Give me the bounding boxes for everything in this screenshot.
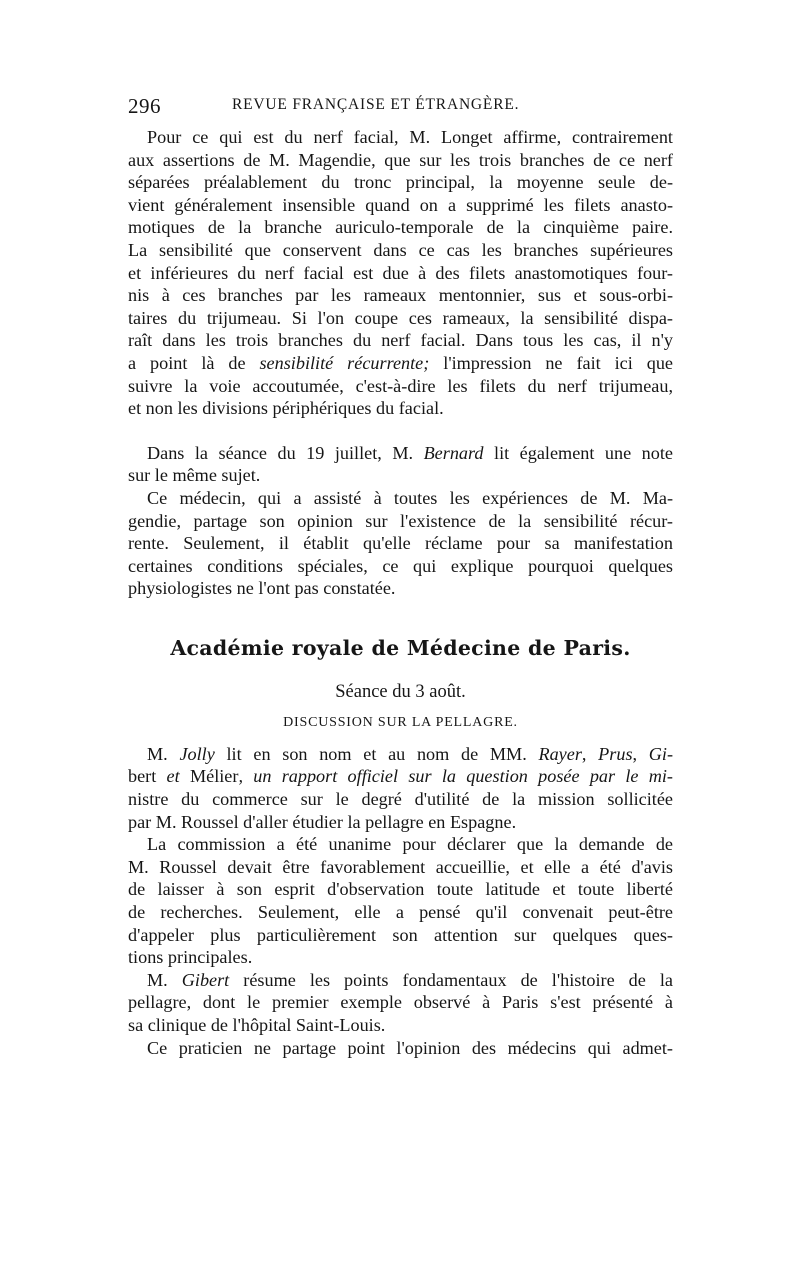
paragraph-facial-nerve [128, 126, 673, 420]
text-line: gendie, partage son opinion sur l'existence de la sensibilité récur- [128, 510, 673, 531]
paragraph-praticien [128, 1037, 673, 1060]
text-line: de recherches. Seulement, elle a pensé qu'il convenait peut-être [128, 902, 673, 923]
text-line: tions principales. [128, 947, 253, 968]
page-number: 296 [128, 94, 161, 118]
italic-name: Rayer [538, 743, 582, 764]
text-line: et inférieures du nerf facial est due à des filets anastomotiques four- [128, 262, 673, 283]
text-line: physiologistes ne l'ont pas constatée. [128, 578, 396, 599]
text-line: nis à ces branches par les rameaux mentonnier, sus et sous-orbi- [128, 285, 673, 306]
italic-name: Gibert [181, 969, 230, 990]
text-line: rente. Seulement, il établit qu'elle réclame pour sa manifestation [128, 533, 673, 554]
section-heading: Académie royale de Médecine de Paris. [170, 635, 631, 660]
discussion-title: DISCUSSION SUR LA PELLAGRE. [283, 714, 518, 730]
text-line: motiques de la branche auriculo-temporale de la cinquième paire. [128, 217, 673, 238]
text-line: aux assertions de M. Magendie, que sur les trois branches de ce nerf [128, 149, 673, 170]
paragraph-jolly-report [128, 743, 673, 833]
running-header [128, 94, 673, 118]
paragraph-gibert [128, 969, 673, 1037]
session-date: Séance du 3 août. [335, 681, 466, 702]
text-line: par M. Roussel d'aller étudier la pellagre en Espagne. [128, 811, 517, 832]
text-line: suivre la voie accoutumée, c'est-à-dire les filets du nerf trijumeau, [128, 375, 673, 396]
text-line: sa clinique de l'hôpital Saint-Louis. [128, 1015, 386, 1035]
paragraph-commission [128, 833, 673, 969]
page-body [128, 126, 673, 1059]
italic-name: Jolly [179, 743, 215, 764]
text-line: Dans la séance du 19 juillet, M. Bernard lit également une note [147, 442, 673, 463]
text-line: taires du trijumeau. Si l'on coupe ces rameaux, la sensibilité dispa- [128, 307, 673, 328]
text-line: séparées préalablement du tronc principal, la moyenne seule de- [128, 172, 673, 193]
running-title: REVUE FRANÇAISE ET ÉTRANGÈRE. [232, 96, 520, 113]
text-line: pellagre, dont le premier exemple observé à Paris s'est présenté à [128, 992, 673, 1013]
text-line: Ce praticien ne partage point l'opinion des médecins qui admet- [147, 1037, 673, 1058]
text-line: certaines conditions spéciales, ce qui explique pourquoi quelques [128, 555, 673, 576]
text-line: M. Jolly lit en son nom et au nom de MM. Rayer, Prus, Gi- [147, 743, 674, 764]
italic-name: sensibilité récurrente; [259, 352, 430, 373]
text-line: a point là de sensibilité récurrente; l'impression ne fait ici que [128, 352, 673, 373]
text-line: raît dans les trois branches du nerf facial. Dans tous les cas, il n'y [128, 330, 673, 351]
italic-name: Bernard [423, 442, 484, 463]
italic-name: Gi- [648, 743, 674, 764]
italic-name: et [156, 766, 190, 787]
text-line: d'appeler plus particulièrement son attention sur quelques ques- [128, 924, 673, 945]
text-line: Ce médecin, qui a assisté à toutes les expériences de M. Ma- [147, 487, 673, 508]
text-line: et non les divisions périphériques du facial. [128, 398, 444, 419]
italic-name: Prus [598, 743, 633, 764]
text-line: sur le même sujet. [128, 465, 261, 486]
text-line: Pour ce qui est du nerf facial, M. Longet affirme, contrairement [147, 127, 673, 147]
text-line: vient généralement insensible quand on a supprimé les filets anasto- [128, 194, 673, 215]
text-line: M. Gibert résume les points fondamentaux de l'histoire de la [147, 969, 673, 990]
text-line: M. Roussel devait être favorablement accueillie, et elle a été d'avis [128, 856, 673, 877]
text-line: La sensibilité que conservent dans ce cas les branches supérieures [128, 239, 673, 260]
italic-name: , un rapport officiel sur la question posée par le mi- [238, 766, 673, 787]
text-line: de laisser à son esprit d'observation toute latitude et toute liberté [128, 879, 673, 900]
text-line: nistre du commerce sur le degré d'utilité de la mission sollicitée [128, 789, 673, 810]
text-line: La commission a été unanime pour déclarer que la demande de [147, 834, 673, 855]
paragraph-bernard-note [128, 442, 673, 487]
paragraph-magendie-opinion [128, 487, 673, 600]
text-line: bert et Mélier, un rapport officiel sur la question posée par le mi- [128, 766, 673, 787]
